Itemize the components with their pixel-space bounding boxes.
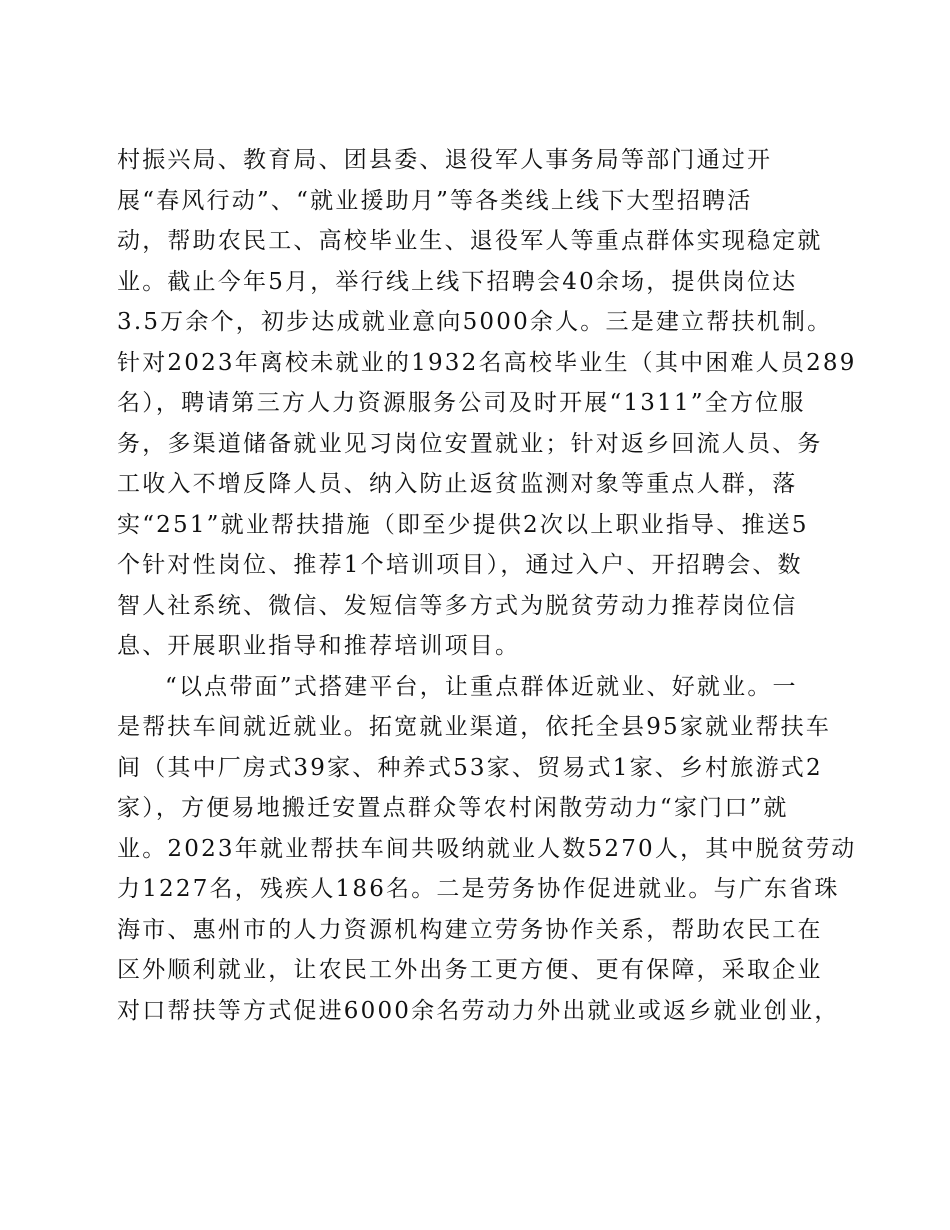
text-line: 村振兴局、教育局、团县委、退役军人事务局等部门通过开 [117,147,773,173]
text-line: 家），方便易地搬迁安置点群众等农村闲散劳动力“家门口”就 [117,795,789,821]
text-line: 海市、惠州市的人力资源机构建立劳务协作关系，帮助农民工在 [117,916,823,943]
text-line: 工收入不增反降人员、纳入防止返贫监测对象等重点人群，落 [117,471,798,497]
text-line: 息、开展职业指导和推荐培训项目。 [117,633,521,659]
text-line: 务，多渠道储备就业见习岗位安置就业；针对返乡回流人员、务 [117,430,823,457]
text-line: 是帮扶车间就近就业。拓宽就业渠道，依托全县95家就业帮扶车 [117,714,832,740]
text-line: 力1227名，残疾人186名。二是劳务协作促进就业。与广东省珠 [117,876,840,902]
text-line: 业。截止今年5月，举行线上线下招聘会40余场，提供岗位达 [117,268,798,295]
text-line: 间（其中厂房式39家、种养式53家、贸易式1家、乡村旅游式2 [117,754,823,781]
text-line: 名），聘请第三方人力资源服务公司及时开展“1311”全方位服 [117,390,806,416]
text-line: 区外顺利就业，让农民工外出务工更方便、更有保障，采取企业 [117,957,823,983]
text-line: 业。2023年就业帮扶车间共吸纳就业人数5270人，其中脱贫劳动 [117,835,857,862]
text-line: 针对2023年离校未就业的1932名高校毕业生（其中困难人员289 [117,349,857,376]
text-line: 动，帮助农民工、高校毕业生、退役军人等重点群体实现稳定就 [117,228,823,254]
text-line: 实“251”就业帮扶措施（即至少提供2次以上职业指导、推送5 [117,511,809,538]
text-line: 对口帮扶等方式促进6000余名劳动力外出就业或返乡就业创业， [117,997,840,1024]
text-line: 智人社系统、微信、发短信等多方式为脱贫劳动力推荐岗位信 [117,592,798,619]
text-line: 个针对性岗位、推荐1个培训项目），通过入户、开招聘会、数 [117,552,803,578]
text-line: 3.5万余个，初步达成就业意向5000余人。三是建立帮扶机制。 [117,309,833,335]
body-text [117,140,857,1031]
paragraph-start-line: “以点带面”式搭建平台，让重点群体近就业、好就业。一 [165,673,798,700]
text-line: 展“春风行动”、“就业援助月”等各类线上线下大型招聘活 [117,187,753,214]
